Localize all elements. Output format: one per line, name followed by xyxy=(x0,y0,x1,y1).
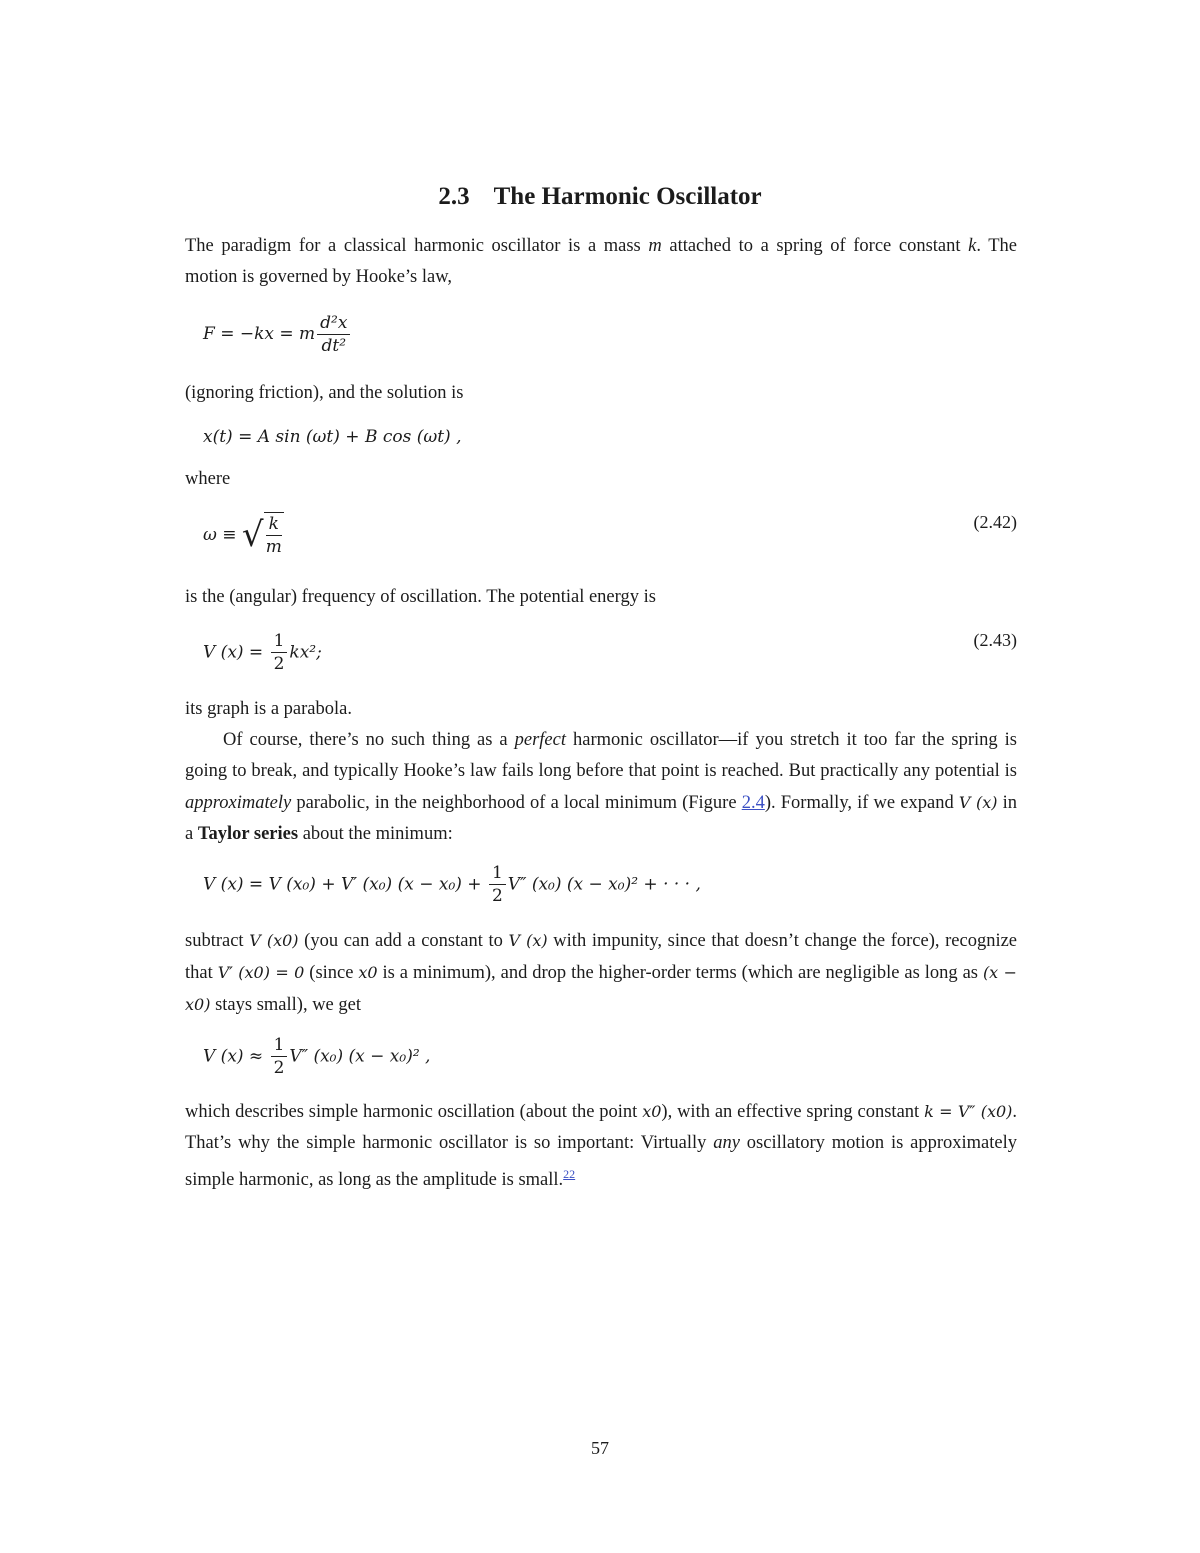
text-span: attached to a spring of force constant xyxy=(661,236,969,256)
text-span: The paradigm for a classical harmonic oscillator is a mass xyxy=(185,236,649,256)
equation-lhs: V (x) = xyxy=(203,642,264,663)
numerator: k xyxy=(266,513,282,536)
emphasis-approximately: approximately xyxy=(185,793,292,813)
math-vx0: V (x0) xyxy=(249,931,299,950)
math-vx: V (x) xyxy=(958,793,998,812)
denominator: m xyxy=(265,537,282,557)
text-span: where xyxy=(185,469,231,489)
emphasis-any: any xyxy=(713,1133,740,1153)
text-span: (you can add a constant to xyxy=(298,931,509,951)
denominator: dt² xyxy=(321,336,347,356)
paragraph-subtract xyxy=(185,925,1017,1021)
math-vx: V (x) xyxy=(508,931,548,950)
paragraph-where xyxy=(185,464,1017,495)
text-span: its graph is a parabola. xyxy=(185,699,352,719)
math-m: m xyxy=(648,236,662,256)
equation-taylor xyxy=(203,862,701,907)
equation-lhs: ω ≡ xyxy=(203,525,237,545)
paragraph-intro xyxy=(185,231,1017,293)
text-span: is the (angular) frequency of oscillation. The potential energy is xyxy=(185,587,656,607)
math-x0: x0 xyxy=(642,1102,662,1121)
fraction xyxy=(317,312,350,357)
text-span: (since xyxy=(304,963,359,983)
denominator: 2 xyxy=(491,886,503,906)
equation-body: x(t) = A sin (ωt) + B cos (ωt) , xyxy=(203,427,462,447)
equation-approx xyxy=(203,1034,430,1079)
paragraph-friction xyxy=(185,378,1017,409)
figure-link[interactable]: 2.4 xyxy=(741,793,765,813)
fraction xyxy=(266,513,282,558)
paragraph-conclusion xyxy=(185,1096,1017,1196)
text-span: . That’s why the simple harmonic oscillator is so important: Virtually xyxy=(185,1102,1018,1153)
paragraph-frequency xyxy=(185,582,1017,613)
text-span: stays small), we get xyxy=(210,995,361,1015)
equation-part-b: V″ (x₀) (x − x₀)² + · · · , xyxy=(507,874,701,895)
fraction xyxy=(271,630,288,675)
numerator: 1 xyxy=(271,1034,288,1057)
equation-number-2-43: (2.43) xyxy=(973,630,1017,650)
text-span: Of course, there’s no such thing as a xyxy=(223,730,515,750)
text-span: with impunity, since that doesn’t change the force), recognize that xyxy=(185,931,1018,983)
fraction xyxy=(271,1034,288,1079)
numerator: 1 xyxy=(489,862,506,885)
square-root xyxy=(242,512,284,558)
text-span: ). Formally, if we expand xyxy=(764,793,959,813)
equation-rhs: V″ (x₀) (x − x₀)² , xyxy=(289,1046,431,1067)
equation-lhs: V (x) ≈ xyxy=(203,1046,264,1067)
math-k: k xyxy=(968,236,977,256)
math-dx: (x − x0) xyxy=(185,963,1018,1014)
equation-rhs: kx²; xyxy=(289,642,322,663)
text-span: . The motion is governed by Hooke’s law, xyxy=(185,236,1018,287)
equation-potential xyxy=(203,630,322,675)
section-heading xyxy=(0,183,1200,211)
term-taylor-series: Taylor series xyxy=(197,824,299,844)
text-span: parabolic, in the neighborhood of a local minimum (Figure xyxy=(291,793,742,813)
equation-solution xyxy=(203,427,462,447)
math-vprime: V′ (x0) = 0 xyxy=(217,963,305,982)
denominator: 2 xyxy=(273,1058,285,1078)
equation-omega xyxy=(203,512,284,558)
text-span: is a minimum), and drop the higher-order terms (which are negligible as long as xyxy=(377,963,983,983)
footnote-link[interactable]: 22 xyxy=(563,1167,576,1181)
text-span: harmonic oscillator—if you stretch it too far the spring is going to break, and typically Hooke’s law fails long before that point is reached. But practically any potential is xyxy=(185,730,1017,781)
radical-sign: √ xyxy=(241,515,264,555)
equation-part-a: V (x) = V (x₀) + V′ (x₀) (x − x₀) + xyxy=(203,874,482,895)
math-x0: x0 xyxy=(358,963,378,982)
text-span: which describes simple harmonic oscillation (about the point xyxy=(185,1102,643,1122)
paragraph-perfect-oscillator xyxy=(185,725,1017,850)
text-span: subtract xyxy=(185,931,250,951)
numerator: 1 xyxy=(271,630,288,653)
emphasis-perfect: perfect xyxy=(514,730,566,750)
section-number: 2.3 xyxy=(438,183,470,210)
paragraph-parabola xyxy=(185,694,1017,725)
text-span: ), with an effective spring constant xyxy=(661,1102,925,1122)
section-title: The Harmonic Oscillator xyxy=(493,183,762,210)
text-span: (ignoring friction), and the solution is xyxy=(185,383,464,403)
fraction xyxy=(489,862,506,907)
text-span: in a xyxy=(185,793,1018,844)
math-k-effective: k = V″ (x0) xyxy=(924,1102,1013,1121)
radicand xyxy=(264,512,284,558)
text-span: oscillatory motion is approximately simple harmonic, as long as the amplitude is small. xyxy=(185,1133,1017,1191)
page-number: 57 xyxy=(591,1438,609,1458)
equation-lhs: F = −kx = m xyxy=(203,324,316,344)
equation-number-2-42: (2.42) xyxy=(973,512,1017,532)
text-span: about the minimum: xyxy=(298,824,453,844)
denominator: 2 xyxy=(273,654,285,674)
equation-hooke xyxy=(203,312,352,357)
numerator: d²x xyxy=(317,312,350,335)
